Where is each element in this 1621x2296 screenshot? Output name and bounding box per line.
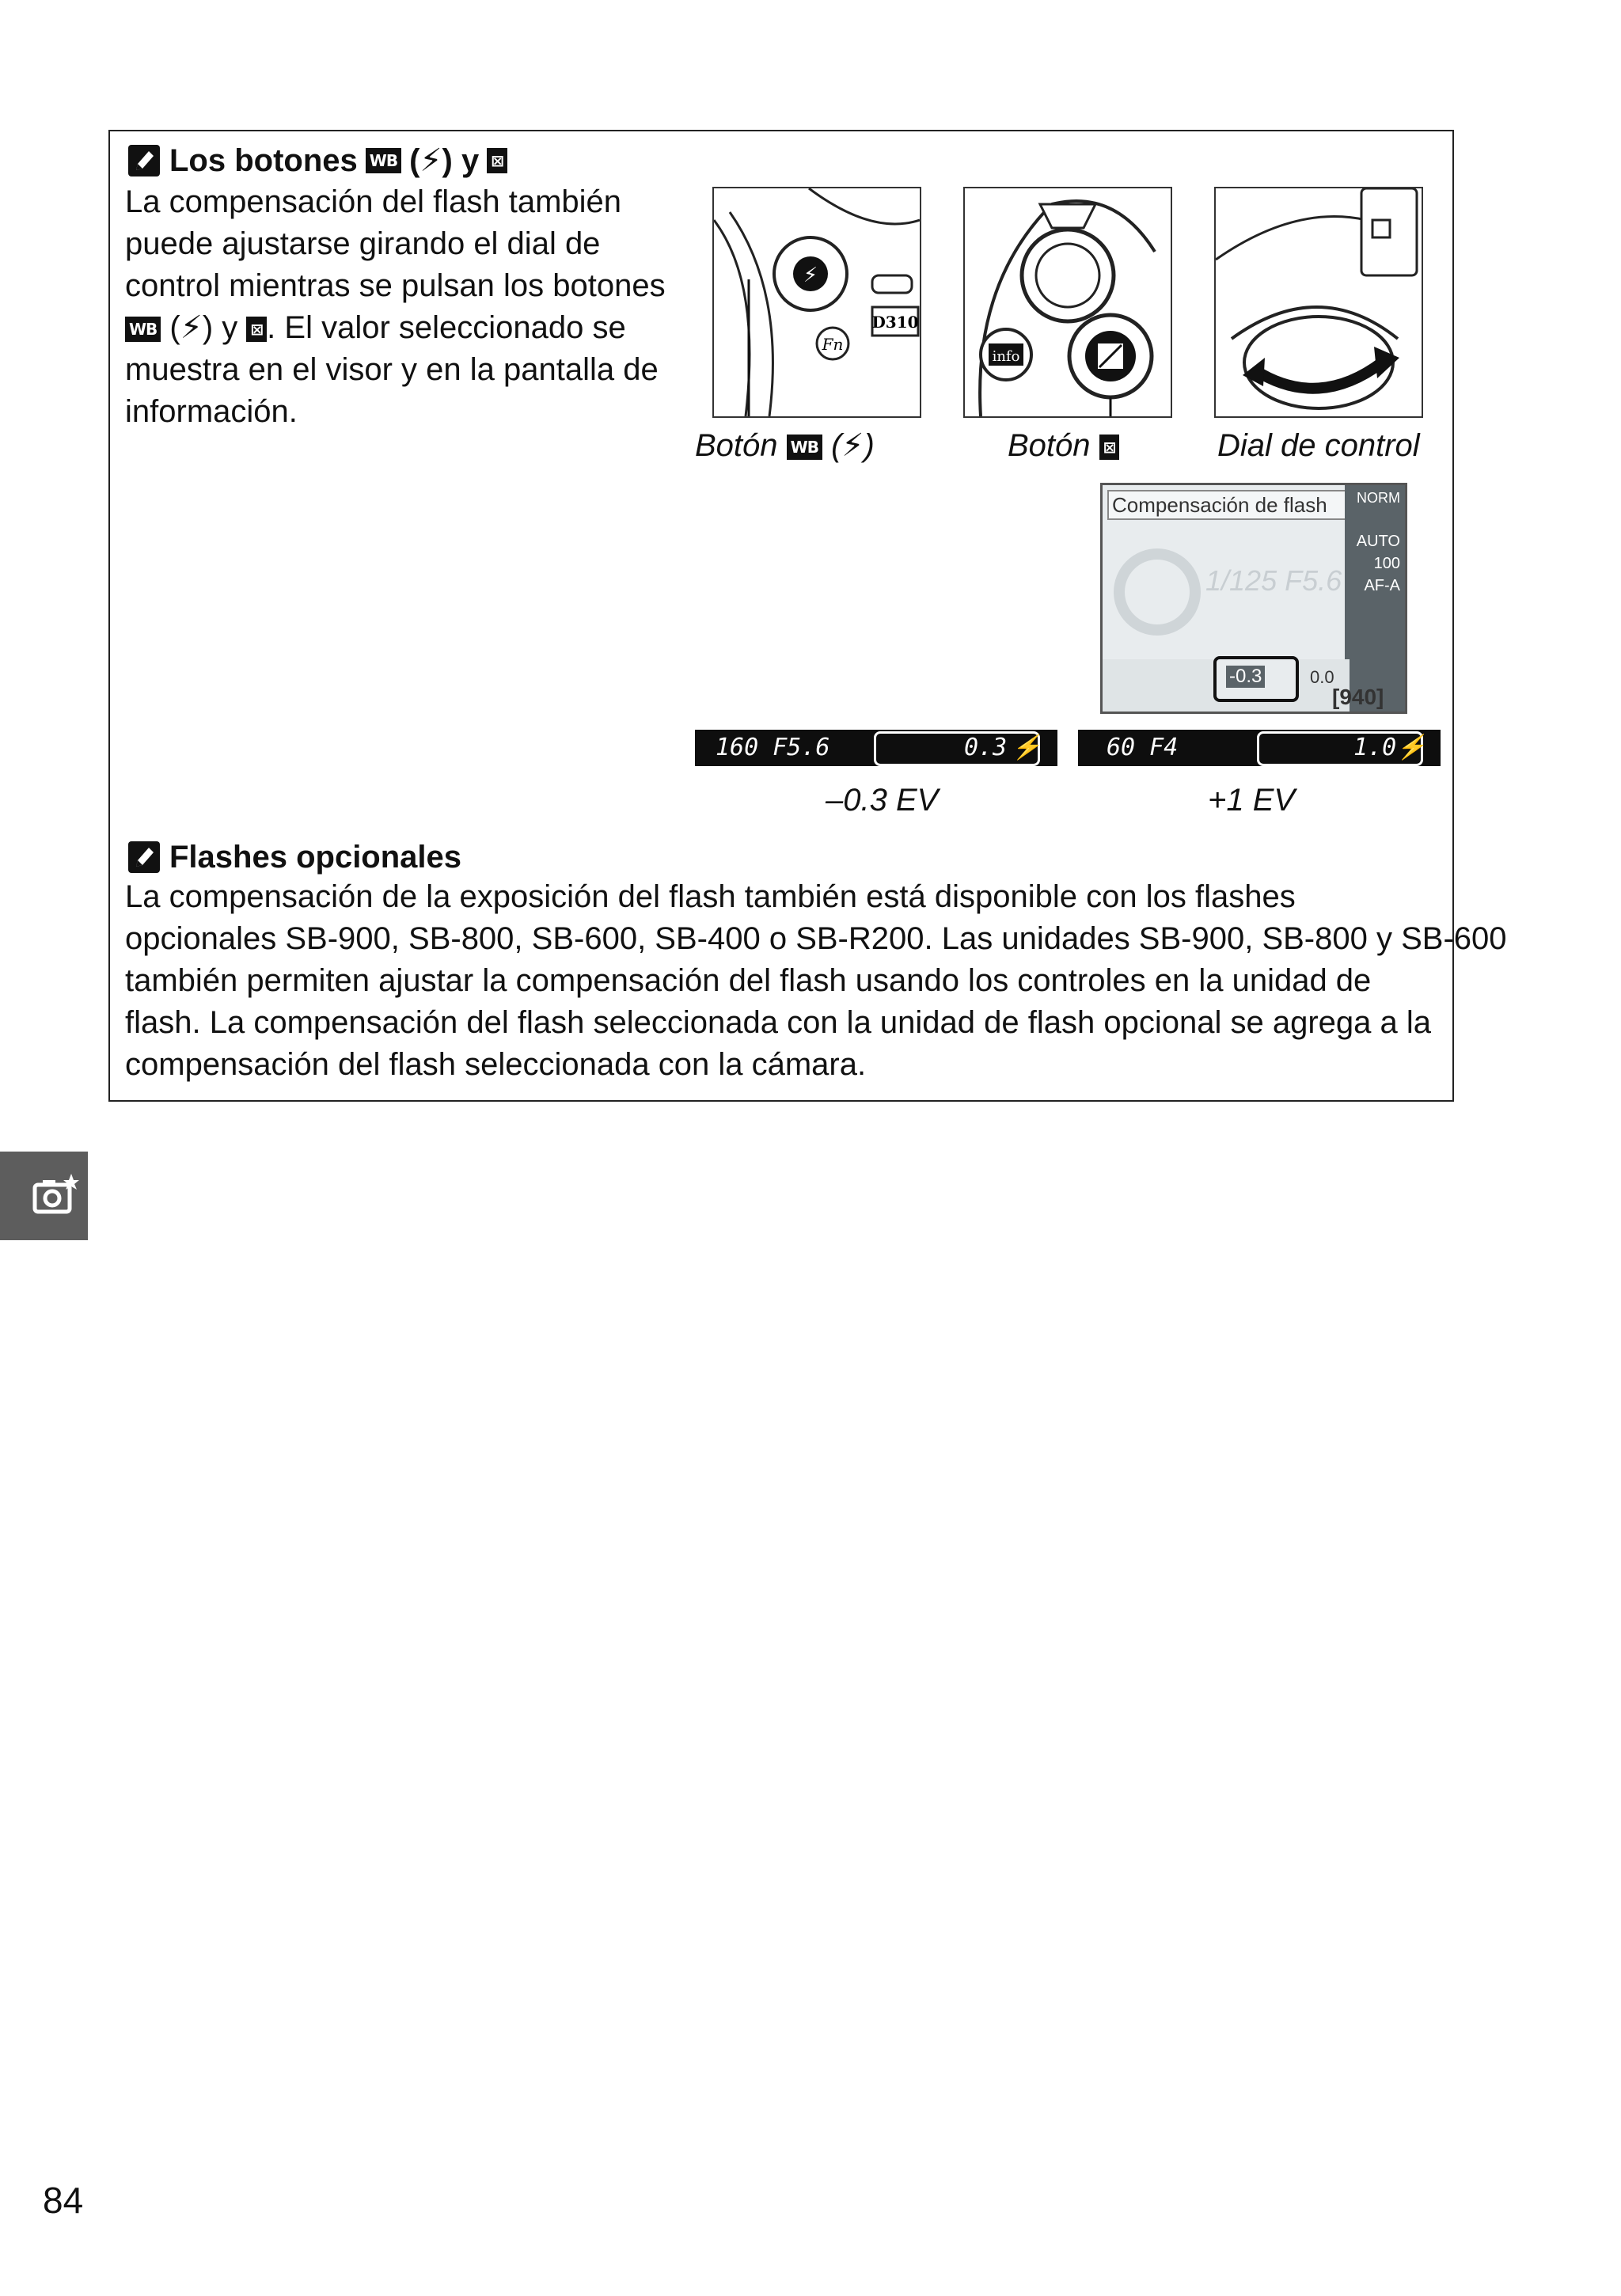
flash-symbol-icon: ⚡ xyxy=(180,310,203,345)
lcd-right-panel xyxy=(1345,485,1405,714)
lcd-ev-value: 0.0 xyxy=(1310,667,1334,687)
viewfinder-1-value: 0.3 xyxy=(964,734,1008,761)
lcd-right-item-2: AUTO xyxy=(1356,533,1400,550)
note1-title xyxy=(127,141,507,180)
note1-title-prefix: Los botones xyxy=(169,143,358,178)
lcd-title: Compensación de flash xyxy=(1107,490,1351,520)
svg-text:⚡: ⚡ xyxy=(803,264,818,287)
note2-line-4: flash. La compensación del flash seleccionada con la unidad de flash opcional se agrega a la xyxy=(125,1005,1431,1040)
dial-caption: Dial de control xyxy=(1217,428,1420,463)
note2-title-text: Flashes opcionales xyxy=(169,840,462,875)
note2-title xyxy=(127,837,461,877)
exposure-comp-glyph: ⊠ xyxy=(246,317,267,342)
viewfinder-1-flash-icon: ⚡ xyxy=(1012,734,1042,761)
chapter-side-tab xyxy=(0,1152,88,1240)
note2-body xyxy=(125,876,1507,1086)
svg-text:D310: D310 xyxy=(871,313,919,332)
exposure-comp-glyph: ⊠ xyxy=(1099,435,1120,460)
flash-button-caption: Botón WB (⚡) xyxy=(695,428,875,463)
note1-title-mid: (⚡) y xyxy=(409,143,480,178)
lcd-faded-readout: 1/125 F5.6 xyxy=(1205,564,1342,597)
svg-text:Fn: Fn xyxy=(822,335,844,354)
info-display-screen xyxy=(1100,483,1407,714)
pencil-icon xyxy=(127,840,161,875)
note2-line-3: también permiten ajustar la compensación del flash usando los controles en la unidad de xyxy=(125,963,1372,998)
flash-symbol-icon: ⚡ xyxy=(419,143,442,178)
svg-text:info: info xyxy=(992,348,1020,365)
note2-line-5: compensación del flash seleccionada con la cámara. xyxy=(125,1047,867,1082)
command-dial-illustration xyxy=(1214,187,1423,418)
viewfinder-bar-2 xyxy=(1078,730,1441,766)
viewfinder-bar-1 xyxy=(695,730,1057,766)
note2-line-2: opcionales SB-900, SB-800, SB-600, SB-400 o SB-R200. Las unidades SB-900, SB-800 y SB-600 xyxy=(125,921,1507,956)
flash-button-illustration xyxy=(712,187,921,418)
flash-symbol-icon: ⚡ xyxy=(841,428,864,463)
note1-line-1: La compensación del flash también xyxy=(125,184,622,219)
viewfinder-2-value: 1.0 xyxy=(1353,734,1397,761)
camera-star-icon xyxy=(32,1172,79,1220)
note1-line-3: control mientras se pulsan los botones xyxy=(125,268,666,303)
lcd-comp-value: -0.3 xyxy=(1226,666,1265,688)
note1-line-5: muestra en el visor y en la pantalla de xyxy=(125,352,659,387)
ev-label-minus: –0.3 EV xyxy=(826,783,939,818)
lcd-right-item-4: AF-A xyxy=(1364,577,1400,594)
lcd-dial-graphic xyxy=(1114,548,1201,636)
note2-line-1: La compensación de la exposición del flash también está disponible con los flashes xyxy=(125,879,1296,914)
flash-comp-button-glyph: WB xyxy=(125,317,161,342)
pencil-icon xyxy=(127,143,161,178)
page-number: 84 xyxy=(43,2180,84,2221)
flash-comp-button-glyph: WB xyxy=(366,148,401,173)
note1-line-2: puede ajustarse girando el dial de xyxy=(125,226,601,261)
ev-label-plus: +1 EV xyxy=(1208,783,1296,818)
viewfinder-2-flash-icon: ⚡ xyxy=(1396,734,1426,761)
note1-line-6: información. xyxy=(125,394,298,429)
lcd-comp-box xyxy=(1213,656,1299,702)
lcd-right-item-1: NORM xyxy=(1357,490,1400,506)
exposure-button-caption: Botón ⊠ xyxy=(1008,426,1119,465)
viewfinder-2-readout: 60 F4 xyxy=(1107,734,1179,761)
note1-line-4: WB (⚡) y ⊠ . El valor seleccionado se xyxy=(125,307,626,349)
exposure-button-illustration xyxy=(963,187,1172,418)
exposure-comp-glyph: ⊠ xyxy=(487,148,507,173)
lcd-right-item-3: 100 xyxy=(1373,555,1400,572)
lcd-shots-remaining: [940] xyxy=(1332,685,1384,709)
flash-comp-button-glyph: WB xyxy=(787,435,822,460)
viewfinder-1-readout: 160 F5.6 xyxy=(716,734,830,761)
